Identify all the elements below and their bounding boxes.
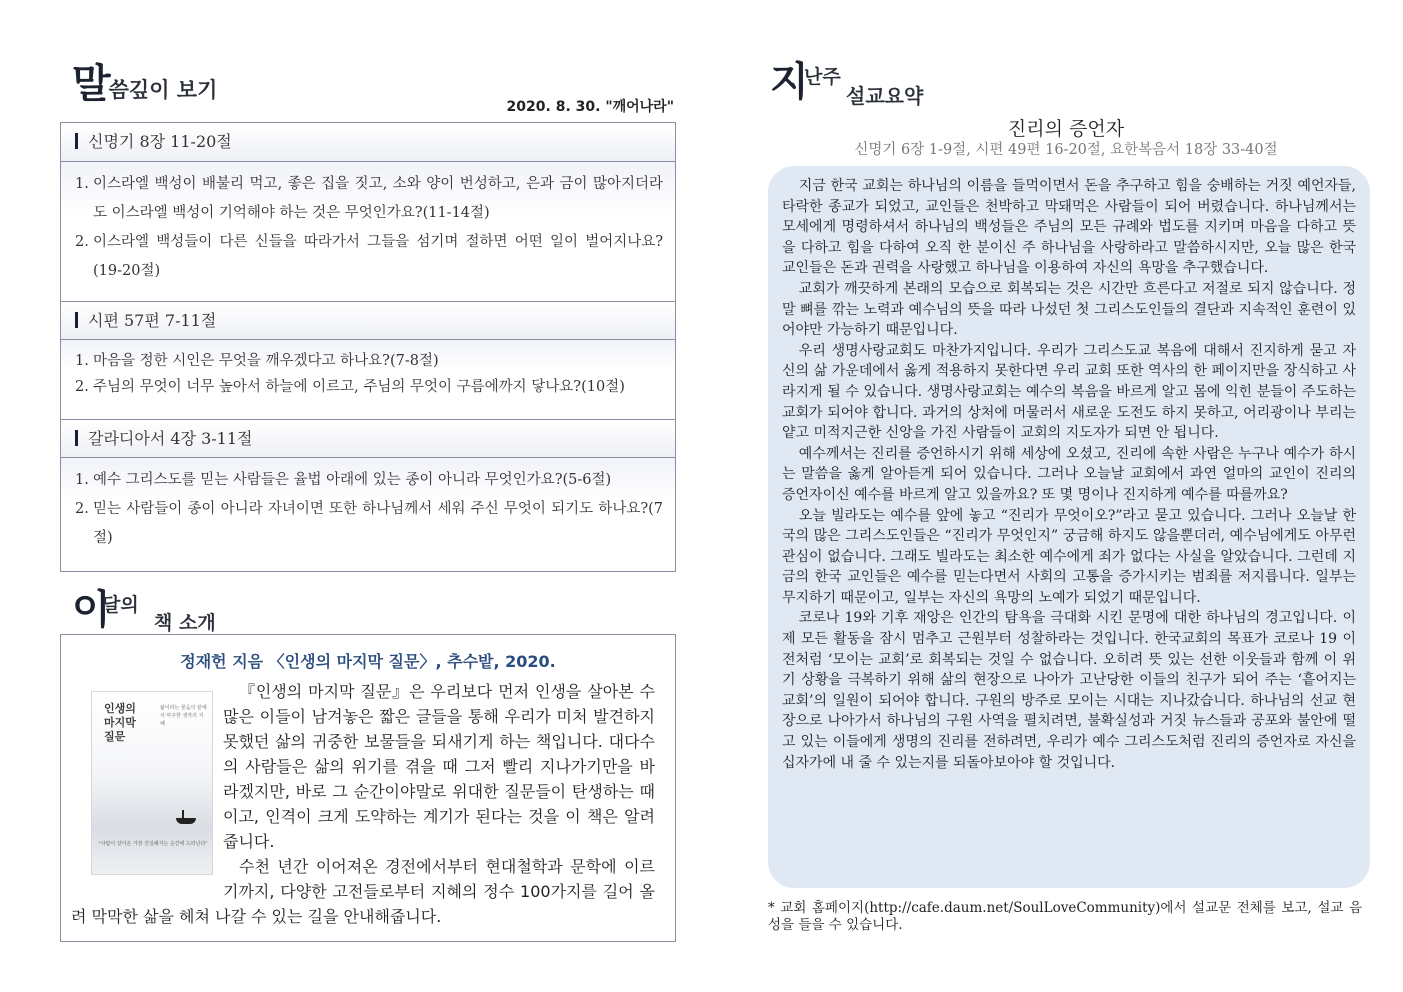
book-paragraph: 수천 년간 이어져온 경전에서부터 현대철학과 문학에 이르기까지, 다양한 고전들로부터 지혜의 정수 100가지를 길어 올려 막막한 삶을 헤쳐 나갈 수 있는 길을 안내해줍니다.: [71, 857, 655, 926]
study-heading-deuteronomy: [61, 123, 675, 161]
heading-bar: [75, 133, 78, 149]
sermon-paragraph: 우리 생명사랑교회도 마찬가지입니다. 우리가 그리스도교 복음에 대해서 진지하게 묻고 자신의 삶 가운데에서 옳게 적용하지 못한다면 우리 교회 또한 역사의 한 페이지만을 장식하고 사라지게 될 수 있습니다. 생명사랑교회는 예수의 복음을 바르게 알고 몸에 익힌 분들이 주도하는 교회가 되어야 합니다. 과거의 상처에 머물러서 새로운 도전도 하지 못하고, 어리광이나 부리는 얕고 미적지근한 신앙을 가진 사람들이 교회의 지도자가 되면 안 됩니다.: [782, 342, 1356, 442]
study-heading-psalms: [61, 301, 675, 339]
book-title-small: 책 소개: [154, 612, 216, 634]
sermon-title-mid: 난주: [804, 66, 841, 88]
sermon-paragraph: 교회가 깨끗하게 본래의 모습으로 회복되는 것은 시간만 흐른다고 저절로 되지 않습니다. 정말 뼈를 깎는 노력과 예수님의 뜻을 따라 나섰던 첫 그리스도인들의 결단과 지속적인 훈련이 있어야만 가능하기 때문입니다.: [782, 280, 1356, 339]
book-heading: 정재헌 지음 〈인생의 마지막 질문〉, 추수밭, 2020.: [180, 652, 556, 671]
sermon-title-big: 지: [770, 58, 807, 105]
book-title-mid: 달의: [102, 594, 139, 616]
sermon-title: 진리의 증언자: [1007, 118, 1125, 140]
sermon-scripture-refs: 신명기 6장 1-9절, 시편 49편 16-20절, 요한복음서 18장 33-40절: [854, 142, 1278, 158]
sermon-section-title: [770, 50, 990, 110]
study-question: 2. 믿는 사람들이 종이 아니라 자녀이면 또한 하나님께서 세워 주신 무엇이 되기도 하나요?(7절): [75, 501, 663, 546]
book-description: [71, 679, 655, 929]
study-questions-psalms: [61, 339, 675, 419]
sermon-title-small: 설교요약: [846, 84, 924, 108]
sermon-paragraph: 코로나 19와 기후 재앙은 인간의 탐욕을 극대화 시킨 문명에 대한 하나님의 경고입니다. 이제 모든 활동을 잠시 멈추고 근원부터 성찰하라는 것입니다. 한국교회의 목표가 코로나 19 이전처럼 ‘모이는 교회’로 회복되는 것일 수 없습니다. 오히려 뜻 있는 선한 이웃들과 함께 이 위기 상황을 극복하기 위해 삶의 현장으로 나아가 고난당한 이들의 친구가 되어 주는 ‘흩어지는 교회’의 일원이 되어야 합니다. 구원의 방주로 모이는 시대는 지나갔습니다. 하나님의 선교 현장으로 나아가서 하나님의 구원 사역을 펼치려면, 불확실성과 거짓 뉴스들과 공포와 불안에 떨고 있는 이들에게 생명의 진리를 전하려면, 우리가 예수 그리스도처럼 진리의 증언자로 자신을 십자가에 내 줄 수 있는지를 되돌아보아야 할 것입니다.: [782, 610, 1356, 771]
study-question: 1. 마음을 정한 시인은 무엇을 깨우겠다고 하나요?(7-8절): [75, 353, 439, 369]
study-question: 2. 이스라엘 백성들이 다른 신들을 따라가서 그들을 섬기며 절하면 어떤 일이 벌어지나요?(19-20절): [75, 234, 663, 279]
sermon-paragraph: 예수께서는 진리를 증언하시기 위해 세상에 오셨고, 진리에 속한 사람은 누구나 예수가 하시는 말씀을 옳게 알아듣게 되어 있습니다. 그러나 오늘날 교회에서 과연 얼마의 교인이 진리의 증언자이신 예수를 바르게 알고 있을까요? 또 몇 명이나 진지하게 예수를 따를까요?: [782, 445, 1356, 503]
bible-study-box: [60, 122, 676, 572]
heading-bar: [75, 430, 78, 446]
study-question: 1. 예수 그리스도를 믿는 사람들은 율법 아래에 있는 종이 아니라 무엇인가요?(5-6절): [75, 472, 612, 488]
book-section-title: [72, 578, 272, 634]
book-title-big: 이: [72, 586, 109, 633]
study-heading-galatians: [61, 419, 675, 457]
study-question: 1. 이스라엘 백성이 배불리 먹고, 좋은 집을 짓고, 소와 양이 번성하고, 은과 금이 많아지더라도 이스라엘 백성이 기억해야 하는 것은 무엇인가요?(11-14절): [75, 176, 663, 221]
sermon-paragraph: 오늘 빌라도는 예수를 앞에 놓고 “진리가 무엇이오?”라고 묻고 있습니다. 그러나 오늘날 한국의 많은 그리스도인들은 “진리가 무엇인지” 궁금해 하지도 않을뿐더러, 예수님에게도 아무런 관심이 없습니다. 그래도 빌라도는 최소한 예수에게 죄가 없다는 사실을 알았습니다. 그런데 지금의 한국 교인들은 예수를 믿는다면서 사회의 고통을 증가시키는 범죄를 저지릅니다. 일부는 무지하기 때문이고, 일부는 자신의 욕망의 노예가 되었기 때문입니다.: [782, 507, 1356, 606]
sermon-paragraph: 지금 한국 교회는 하나님의 이름을 들먹이면서 돈을 추구하고 힘을 숭배하는 거짓 예언자들, 타락한 종교가 되었고, 교인들은 천박하고 막돼먹은 사람들이 되어 버렸습니다. 하나님께서는 모세에게 명령하셔서 하나님의 백성들은 주님의 모든 규례와 법도를 지키며 마음을 다하고 뜻을 다하고 힘을 다하여 오직 한 분이신 주 하나님을 사랑하라고 말씀하시지만, 오늘 많은 한국교인들은 돈과 권력을 사랑했고 하나님을 이용하여 자신의 욕망을 추구했습니다.: [782, 178, 1356, 277]
study-date: 2020. 8. 30. "깨어나라": [506, 99, 674, 115]
study-title-big: 말: [72, 60, 109, 107]
study-question: 2. 주님의 무엇이 너무 높아서 하늘에 이르고, 주님의 무엇이 구름에까지 닿나요?(10절): [75, 379, 625, 395]
heading-bar: [75, 312, 78, 328]
study-heading-text: 신명기 8장 11-20절: [88, 132, 232, 151]
book-paragraph: 『인생의 마지막 질문』은 우리보다 먼저 인생을 살아본 수많은 이들이 남겨놓은 짧은 글들을 통해 우리가 미처 발견하지 못했던 삶의 귀중한 보물들을 되새기게 하는 책입니다. 대다수의 사람들은 삶의 위기를 겪을 때 그저 빨리 지나가기만을 바라겠지만, 바로 그 순간이야말로 위대한 질문들이 탄생하는 때이고, 인격이 크게 도약하는 계기가 된다는 것을 이 책은 알려 줍니다.: [223, 682, 655, 851]
book-cover-subtitle: 삶이라는 물음의 끝에서 마주한 생각의 지혜: [160, 705, 207, 727]
study-title-small: 씀깊이 보기: [108, 77, 218, 102]
study-heading-text: 갈라디아서 4장 3-11절: [88, 429, 253, 448]
study-section-title: [72, 52, 217, 109]
sermon-homepage-note: * 교회 홈페이지(http://cafe.daum.net/SoulLoveCommunity)에서 설교문 전체를 보고, 설교 음성을 들을 수 있습니다.: [768, 900, 1362, 933]
book-cover-quote: "사람이 살아온 가장 진실해지는 순간에 드러난다": [98, 841, 208, 847]
book-intro-box: [60, 634, 676, 942]
study-heading-text: 시편 57편 7-11절: [88, 311, 217, 330]
study-questions-galatians: [61, 457, 675, 571]
book-cover-title: 인생의 마지막 질문: [104, 702, 136, 743]
sermon-summary-box: [768, 166, 1370, 888]
study-questions-deuteronomy: [61, 161, 675, 301]
